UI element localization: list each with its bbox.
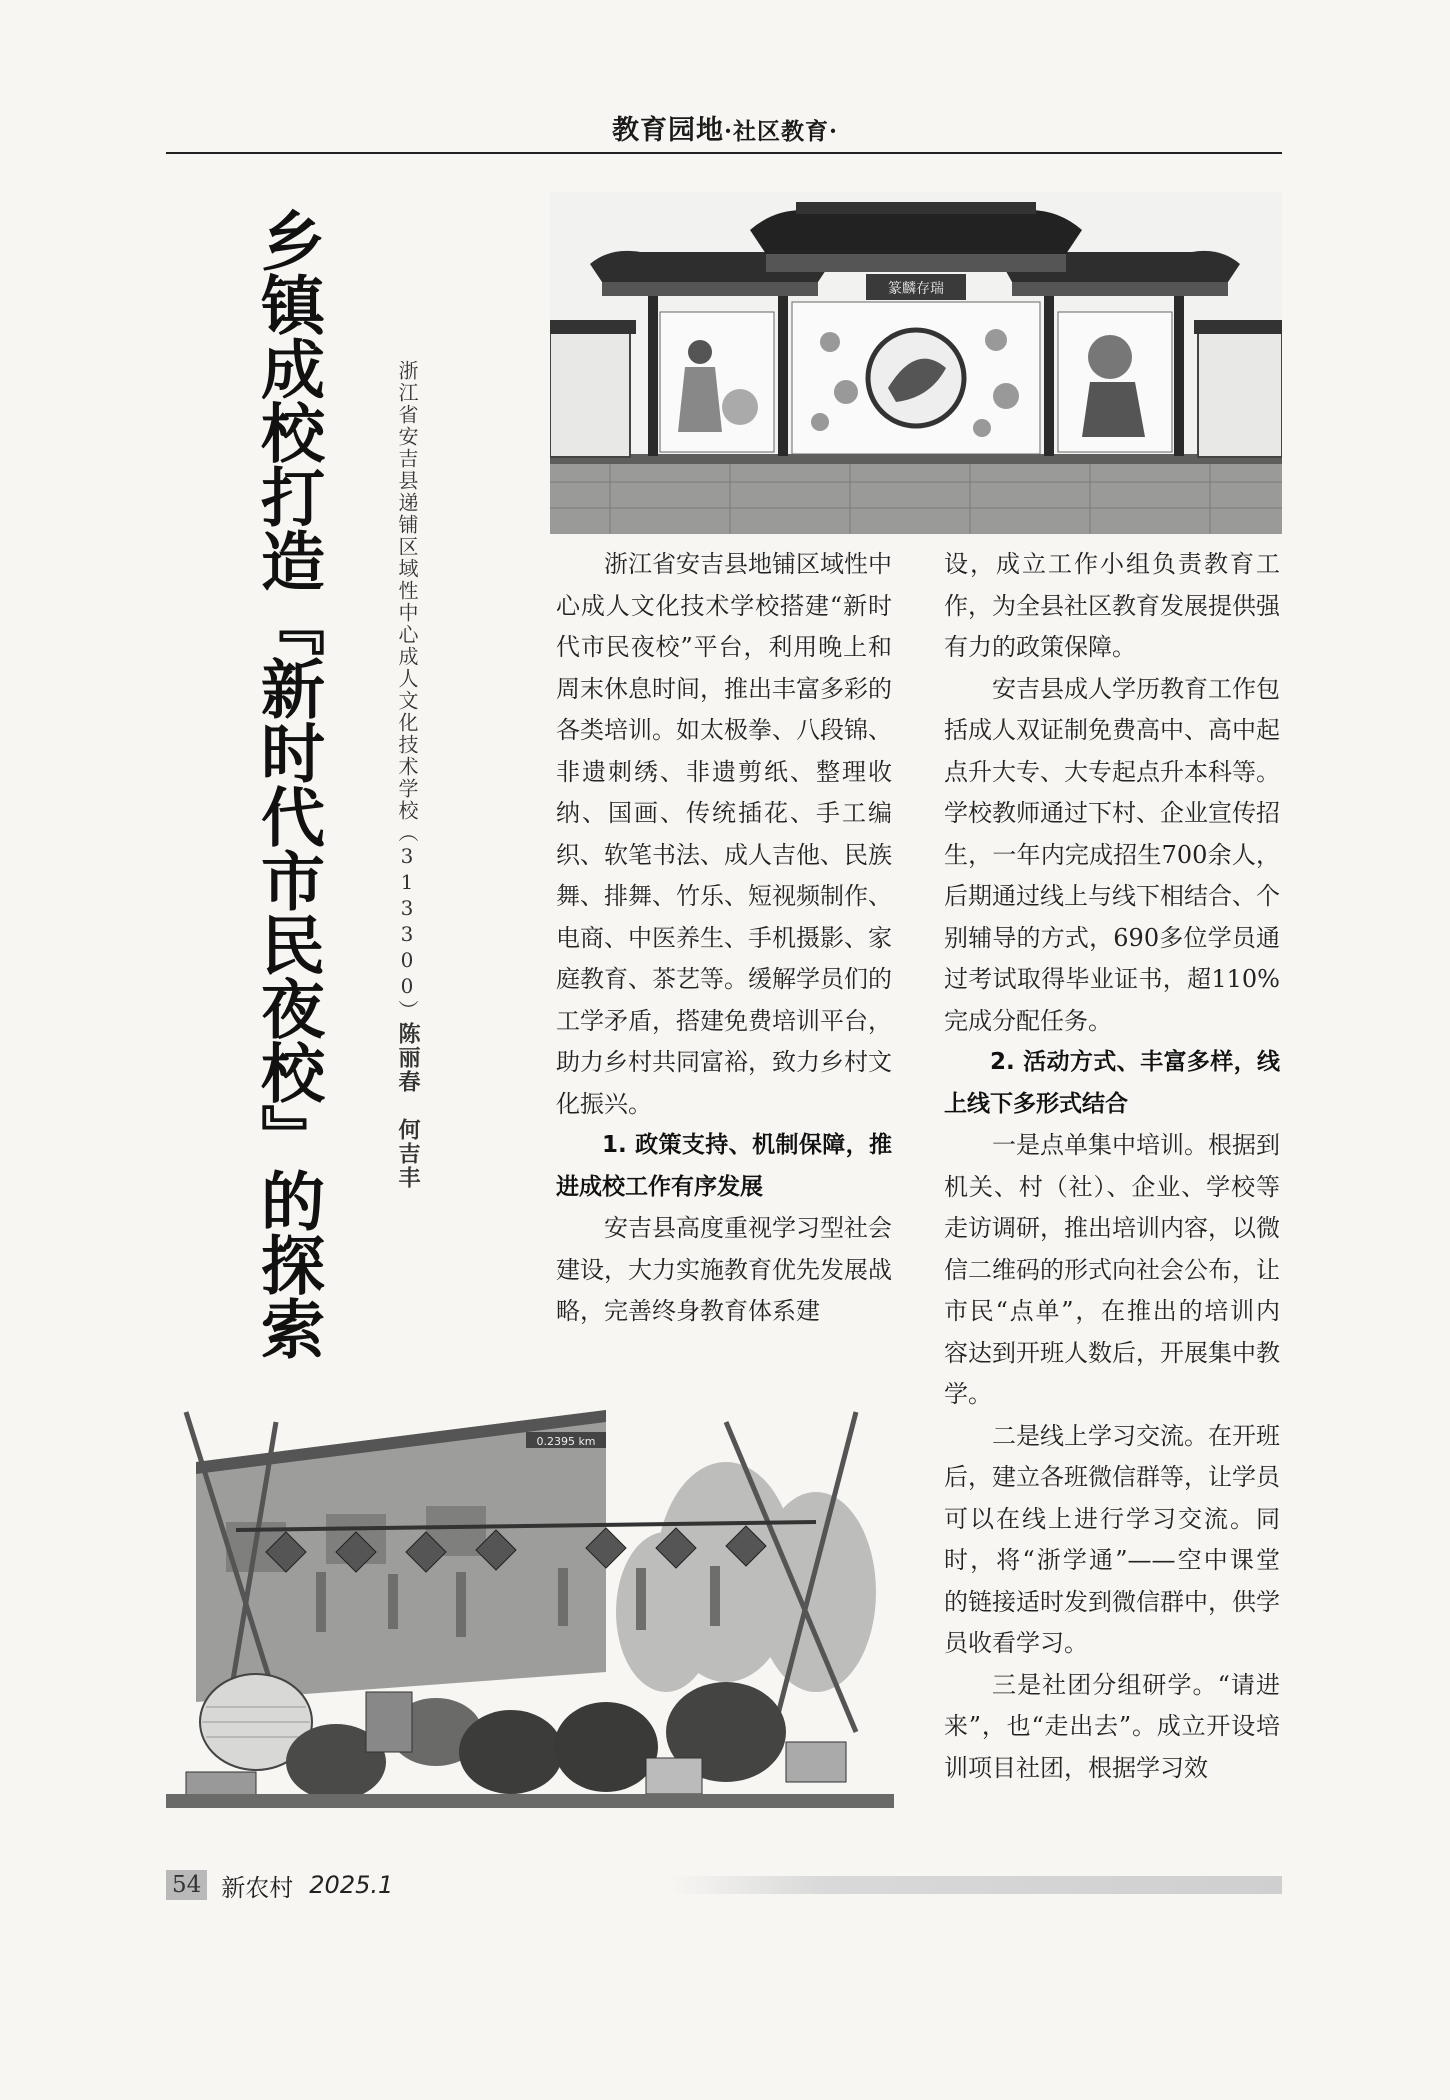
paragraph-policy: 安吉县高度重视学习型社会建设，大力实施教育优先发展战略，完善终身教育体系建 (556, 1214, 892, 1325)
author-byline (390, 360, 424, 1280)
issue-number: 2025.1 (309, 1871, 394, 1899)
header-section-name: ·社区教育· (723, 118, 838, 145)
photo-school-gate (550, 192, 1282, 534)
school-gate-illustration (550, 192, 1282, 534)
paragraph-intro: 浙江省安吉县地铺区域性中心成人文化技术学校搭建“新时代市民夜校”平台，利用晚上和周末休息时间，推出丰富多彩的各类培训。如太极拳、八段锦、非遗刺绣、非遗剪纸、整理收纳、国画、传统插花、手工编织、软笔书法、成人吉他、民族舞、排舞、竹乐、短视频制作、电商、中医养生、手机摄影、家庭教育、茶艺等。缓解学员们的工学矛盾，搭建免费培训平台，助力乡村共同富裕，致力乡村文化振兴。 (556, 550, 892, 1118)
header-column-name: 教育园地 (611, 115, 724, 146)
paragraph-club-study: 三是社团分组研学。“请进来”，也“走出去”。成立开设培训项目社团，根据学习效 (944, 1670, 1280, 1782)
gate-plaque: 篆麟存瑞 (888, 281, 944, 297)
paragraph-policy-cont: 设，成立工作小组负责教育工作，为全县社区教育发展提供强有力的政策保障。 (944, 550, 1280, 661)
page-number: 54 (166, 1870, 207, 1900)
paragraph-degree-education: 安吉县成人学历教育工作包括成人双证制免费高中、高中起点升大专、大专起点升本科等。学校教师通过下村、企业宣传招生，一年内完成招生700余人，后期通过线上与线下相结合、个别辅导的方式，690多位学员通过考试取得毕业证书，超110%完成分配任务。 (944, 674, 1280, 1035)
footer-decor-bar (670, 1876, 1282, 1894)
magazine-name: 新农村 (221, 1873, 294, 1902)
page-footer (166, 1868, 393, 1902)
section-heading-2: 2. 活动方式、丰富多样，线上线下多形式结合 (944, 1049, 1280, 1117)
photo-harvest-display (166, 1402, 894, 1808)
paragraph-order-training: 一是点单集中培训。根据到机关、村（社）、企业、学校等走访调研，推出培训内容，以微信二维码的形式向社会公布，让市民“点单”，在推出的培训内容达到开班人数后，开展集中教学。 (944, 1131, 1280, 1408)
section-heading-1: 1. 政策支持、机制保障，推进成校工作有序发展 (556, 1132, 892, 1200)
text-column-1 (556, 544, 892, 1333)
page-header (0, 108, 1450, 147)
article-title: 乡镇成校打造『新时代市民夜校』的探索 (250, 208, 324, 1360)
harvest-display-illustration (166, 1402, 894, 1808)
author-affiliation: 浙江省安吉县递铺区域性中心成人文化技术学校（313300） (395, 360, 419, 1022)
paragraph-online-learning: 二是线上学习交流。在开班后，建立各班微信群等，让学员可以在线上进行学习交流。同时，将“浙学通”——空中课堂的链接适时发到微信群中，供学员收看学习。 (944, 1421, 1280, 1657)
building-sign: 0.2395 km (536, 1435, 596, 1448)
header-rule (166, 152, 1282, 154)
author-names: 陈丽春 何吉丰 (395, 1022, 420, 1190)
text-column-2 (944, 544, 1280, 1789)
